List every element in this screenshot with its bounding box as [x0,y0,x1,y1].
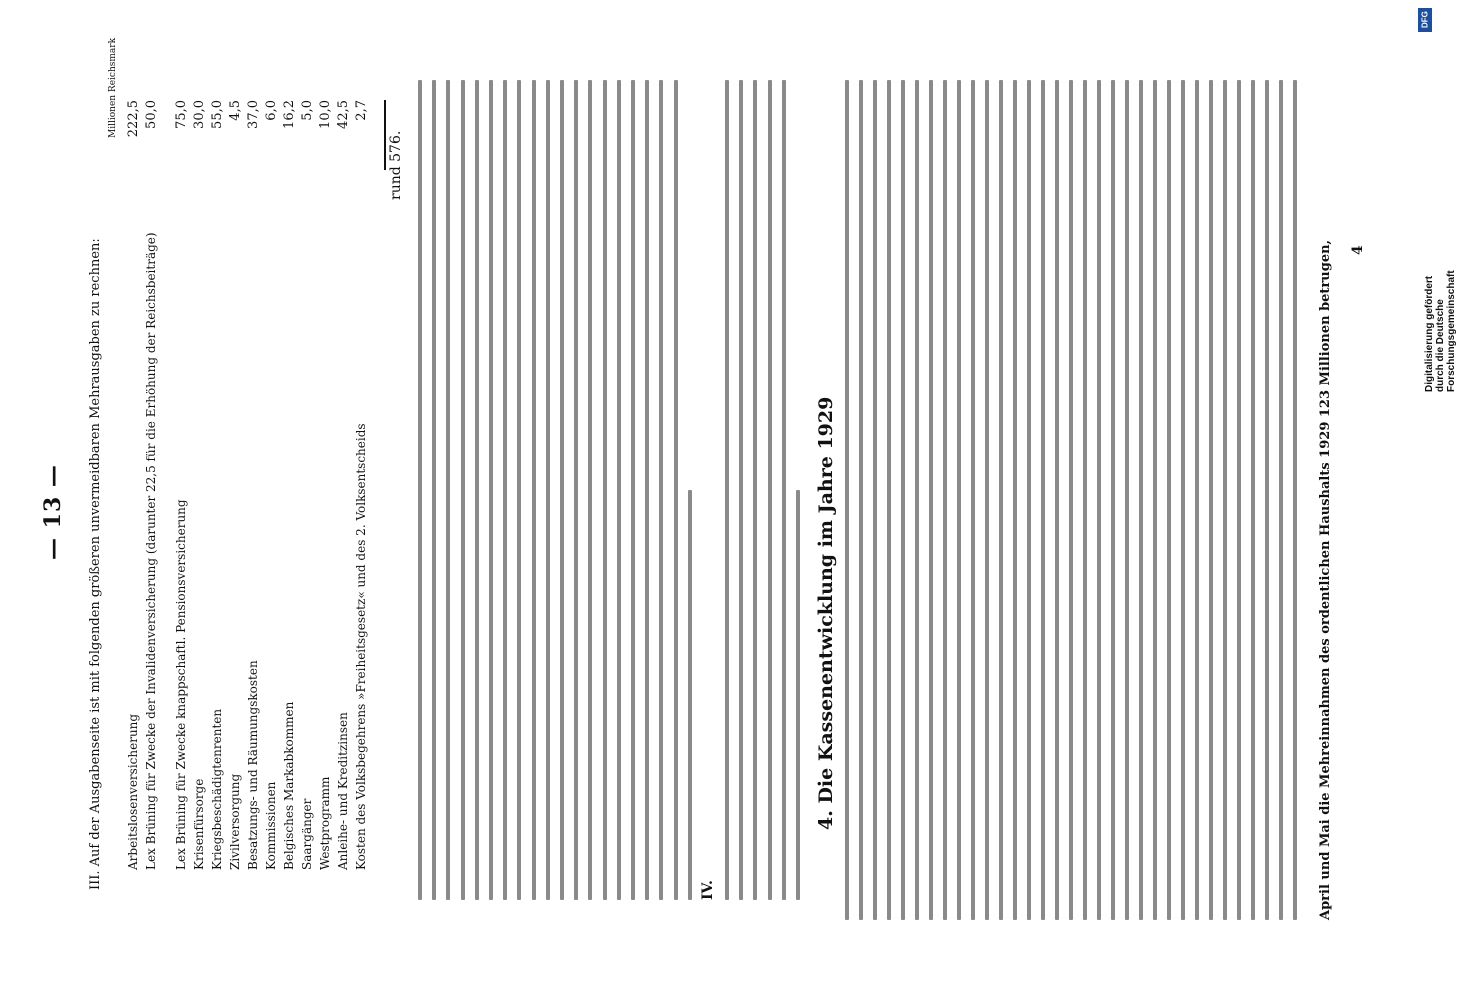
table-row-label: Besatzungs- und Räumungskosten [246,660,260,870]
text-line [532,80,536,900]
text-line [1069,80,1073,920]
table-row-label: Zivilversorgung [228,773,242,870]
text-line [753,80,757,900]
text-line [1293,80,1297,920]
table-row-value: 50,0 [144,100,159,129]
text-line [432,80,436,900]
text-line [1097,80,1101,920]
text-line [859,80,863,920]
text-line [1223,80,1227,920]
text-line [1181,80,1185,920]
text-line [517,80,521,900]
table-row-value: 5,0 [300,100,315,121]
table-sum-rule [384,100,386,170]
text-line [1251,80,1255,920]
text-line [929,80,933,920]
text-line [461,80,465,900]
text-line [957,80,961,920]
table-row-label: Belgisches Markabkommen [282,701,296,870]
text-line [845,80,849,920]
text-line [659,80,663,900]
text-line [475,80,479,900]
table-row-label: Kriegsbeschädigtenrenten [210,708,224,870]
text-line [674,80,678,900]
text-line [617,80,621,900]
text-line [1013,80,1017,920]
table-row-value: 75,0 [174,100,189,129]
text-line [782,80,786,900]
table-row-value: 37,0 [246,100,261,129]
text-line [588,80,592,900]
table-row-label: Lex Brüning für Zwecke der Invalidenversicherung (darunter 22,5 für die Erhöhung der Reichsbeiträge) [144,232,158,870]
table-unit-header: Millionen Reichsmark [108,37,118,138]
text-line [1083,80,1087,920]
text-line [971,80,975,920]
text-line [1195,80,1199,920]
text-line [489,80,493,900]
text-line [503,80,507,900]
page-number: — 13 — [40,464,66,560]
section-4-marker: IV. [700,880,716,900]
text-line [873,80,877,920]
table-row-label: Kommissionen [264,781,278,870]
text-line [1237,80,1241,920]
text-line [418,80,422,900]
text-line [546,80,550,900]
text-line [560,80,564,900]
text-line [768,80,772,900]
closing-line: April und Mai die Mehreinnahmen des ordentlichen Haushalts 1929 123 Millionen betrugen, [1318,239,1333,920]
text-line [943,80,947,920]
text-line [1027,80,1031,920]
text-line [1139,80,1143,920]
text-line [1041,80,1045,920]
text-line [739,80,743,900]
text-line [915,80,919,920]
table-row-value: 10,0 [318,100,333,129]
table-row-label: Lex Brüning für Zwecke knappschaftl. Pensionsversicherung [174,499,188,870]
table-row-label: Kosten des Volksbegehrens »Freiheitsgesetz« und des 2. Volksentscheids [354,423,368,870]
table-row-value: 222,5 [126,100,141,138]
text-line [1279,80,1283,920]
table-row-label: Arbeitslosenversicherung [126,713,140,870]
table-row-value: 30,0 [192,100,207,129]
text-line [1111,80,1115,920]
table-row-label: Krisenfürsorge [192,778,206,870]
text-line [1167,80,1171,920]
table-row-value: 42,5 [336,100,351,129]
table-row-value: 16,2 [282,100,297,129]
text-line [446,80,450,900]
text-line [901,80,905,920]
text-line [1265,80,1269,920]
text-line [1055,80,1059,920]
table-row-value: 4,5 [228,100,243,121]
table-row-label: Anleihe- und Kreditzinsen [336,712,350,870]
text-line [603,80,607,900]
text-line [1125,80,1129,920]
text-line [688,490,692,900]
text-line [999,80,1003,920]
text-line [1209,80,1213,920]
chapter-marker: 4 [1350,245,1366,255]
table-row-label: Saargänger [300,798,314,870]
text-line [725,80,729,900]
section-3-intro: III. Auf der Ausgabenseite ist mit folgenden größeren unvermeidbaren Mehrausgaben zu rechnen: [88,238,103,890]
table-row-value: 6,0 [264,100,279,121]
table-total: rund 576. [388,130,404,200]
text-line [887,80,891,920]
text-line [1153,80,1157,920]
section-heading: 4. Die Kassenentwicklung im Jahre 1929 [815,396,837,830]
table-row-label: Westprogramm [318,776,332,870]
text-line [645,80,649,900]
dfg-note: Digitalisierung gefördert durch die Deutsche Forschungsgemeinschaft [1424,270,1457,392]
text-line [631,80,635,900]
text-line [796,490,800,900]
dfg-logo: DFG [1418,8,1432,32]
text-line [574,80,578,900]
table-row-value: 55,0 [210,100,225,129]
table-row-value: 2,7 [354,100,369,121]
text-line [985,80,989,920]
